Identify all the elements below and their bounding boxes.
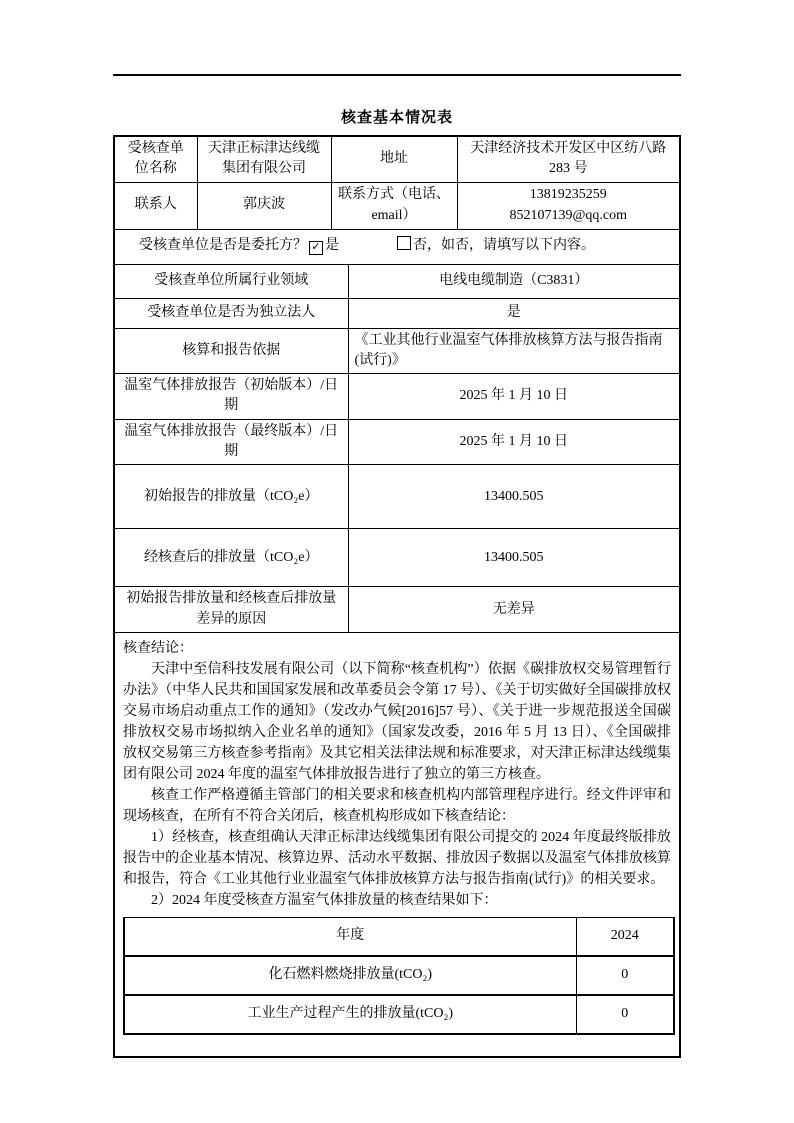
table-row — [124, 956, 674, 995]
conclusion-paragraph-1: 天津中至信科技发展有限公司（以下简称“核查机构”）依据《碳排放权交易管理暂行办法》（中华人民共和国国家发展和改革委员会令第 17 号）、《关于切实做好全国碳排放权交易市场启动重点工作的通知》（发改办气候[2016]57 号）、《关于进一步规范报送全国碳排放权交易市场拟纳入企业名单的通知》（国家发改委，2016 年 5 月 13 日）、《全国碳排放权交易第三方核查参考指南》及其它相关法律法规和标准要求，对天津正标津达线缆集团有限公司 2024 年度的温室气体排放报告进行了独立的第三方核查。 — [123, 661, 671, 782]
fossil-fuel-emission-label: 化石燃料燃烧排放量(tCO₂) — [124, 956, 576, 995]
table-row — [114, 419, 680, 465]
final-report-date-label: 温室气体排放报告（最终版本）/日期 — [114, 419, 348, 465]
initial-emission-label: 初始报告的排放量（tCO₂e） — [114, 465, 348, 529]
industry-field-label: 受核查单位所属行业领域 — [114, 264, 348, 298]
table-row — [124, 995, 674, 1034]
difference-reason-value: 无差异 — [348, 587, 680, 633]
contact-phone: 13819235259 — [529, 187, 607, 203]
results-year-value: 2024 — [576, 917, 674, 956]
trustor-no-checkbox[interactable] — [397, 236, 411, 250]
industrial-process-emission-label: 工业生产过程产生的排放量(tCO₂) — [124, 995, 576, 1034]
table-row — [114, 587, 680, 633]
final-report-date-value: 2025 年 1 月 10 日 — [348, 419, 680, 465]
industrial-process-emission-value: 0 — [576, 995, 674, 1034]
initial-report-date-value: 2025 年 1 月 10 日 — [348, 374, 680, 420]
conclusion-paragraph-4: 2）2024 年度受核查方温室气体排放量的核查结果如下： — [151, 892, 498, 908]
industry-field-value: 电线电缆制造（C3831） — [348, 264, 680, 298]
trustor-question-cell — [114, 229, 680, 264]
emission-results-table — [123, 917, 675, 1035]
conclusion-row — [114, 632, 680, 1057]
contact-email: 852107139@qq.com — [509, 207, 627, 223]
initial-emission-value: 13400.505 — [348, 465, 680, 529]
reporting-basis-label: 核算和报告依据 — [114, 328, 348, 374]
address-value: 天津经济技术开发区中区纺八路 283 号 — [457, 136, 680, 182]
table-row — [114, 374, 680, 420]
conclusion-cell — [114, 632, 680, 1057]
difference-reason-label: 初始报告排放量和经核查后排放量差异的原因 — [114, 587, 348, 633]
checkmark-icon: ✓ — [311, 241, 321, 254]
verification-form — [113, 135, 681, 1058]
document-title: 核查基本情况表 — [340, 110, 453, 126]
address-label: 地址 — [331, 136, 457, 182]
conclusion-heading: 核查结论： — [123, 640, 193, 656]
trustor-no-label: 否，如否，请填写以下内容。 — [413, 238, 595, 254]
trustor-yes-checkbox[interactable] — [309, 241, 323, 255]
trustor-yes-label: 是 — [325, 238, 339, 254]
detail-table — [113, 264, 681, 1058]
table-row — [114, 529, 680, 587]
contact-person-value: 郭庆波 — [197, 182, 331, 229]
table-row — [114, 465, 680, 529]
initial-report-date-label: 温室气体排放报告（初始版本）/日期 — [114, 374, 348, 420]
table-row — [114, 136, 680, 182]
independent-entity-value: 是 — [348, 298, 680, 328]
unit-name-value: 天津正标津达线缆集团有限公司 — [197, 136, 331, 182]
table-row — [114, 182, 680, 229]
fossil-fuel-emission-value: 0 — [576, 956, 674, 995]
results-year-label: 年度 — [124, 917, 576, 956]
verified-emission-value: 13400.505 — [348, 529, 680, 587]
independent-entity-label: 受核查单位是否为独立法人 — [114, 298, 348, 328]
table-row — [114, 264, 680, 298]
page-header-rule — [113, 74, 681, 76]
table-row — [114, 298, 680, 328]
conclusion-paragraph-2: 核查工作严格遵循主管部门的相关要求和核查机构内部管理程序进行。经文件评审和现场核查，在所有不符合关闭后，核查机构形成如下核查结论： — [123, 787, 671, 824]
trustor-question: 受核查单位是否是委托方？ — [139, 238, 307, 254]
contact-method-value — [457, 182, 680, 229]
basic-info-table — [113, 135, 681, 265]
table-row — [124, 917, 674, 956]
conclusion-paragraph-3: 1）经核查，核查组确认天津正标津达线缆集团有限公司提交的 2024 年度最终版排放报告中的企业基本情况、核算边界、活动水平数据、排放因子数据以及温室气体排放核算和报告，符合《工业其他行业业温室气体排放核算方法与报告指南(试行)》的相关要求。 — [123, 829, 671, 887]
verified-emission-label: 经核查后的排放量（tCO₂e） — [114, 529, 348, 587]
contact-method-label: 联系方式（电话、email） — [331, 182, 457, 229]
table-row — [114, 328, 680, 374]
contact-person-label: 联系人 — [114, 182, 197, 229]
table-row — [114, 229, 680, 264]
reporting-basis-value: 《工业其他行业温室气体排放核算方法与报告指南(试行)》 — [348, 328, 680, 374]
unit-name-label: 受核查单位名称 — [114, 136, 197, 182]
